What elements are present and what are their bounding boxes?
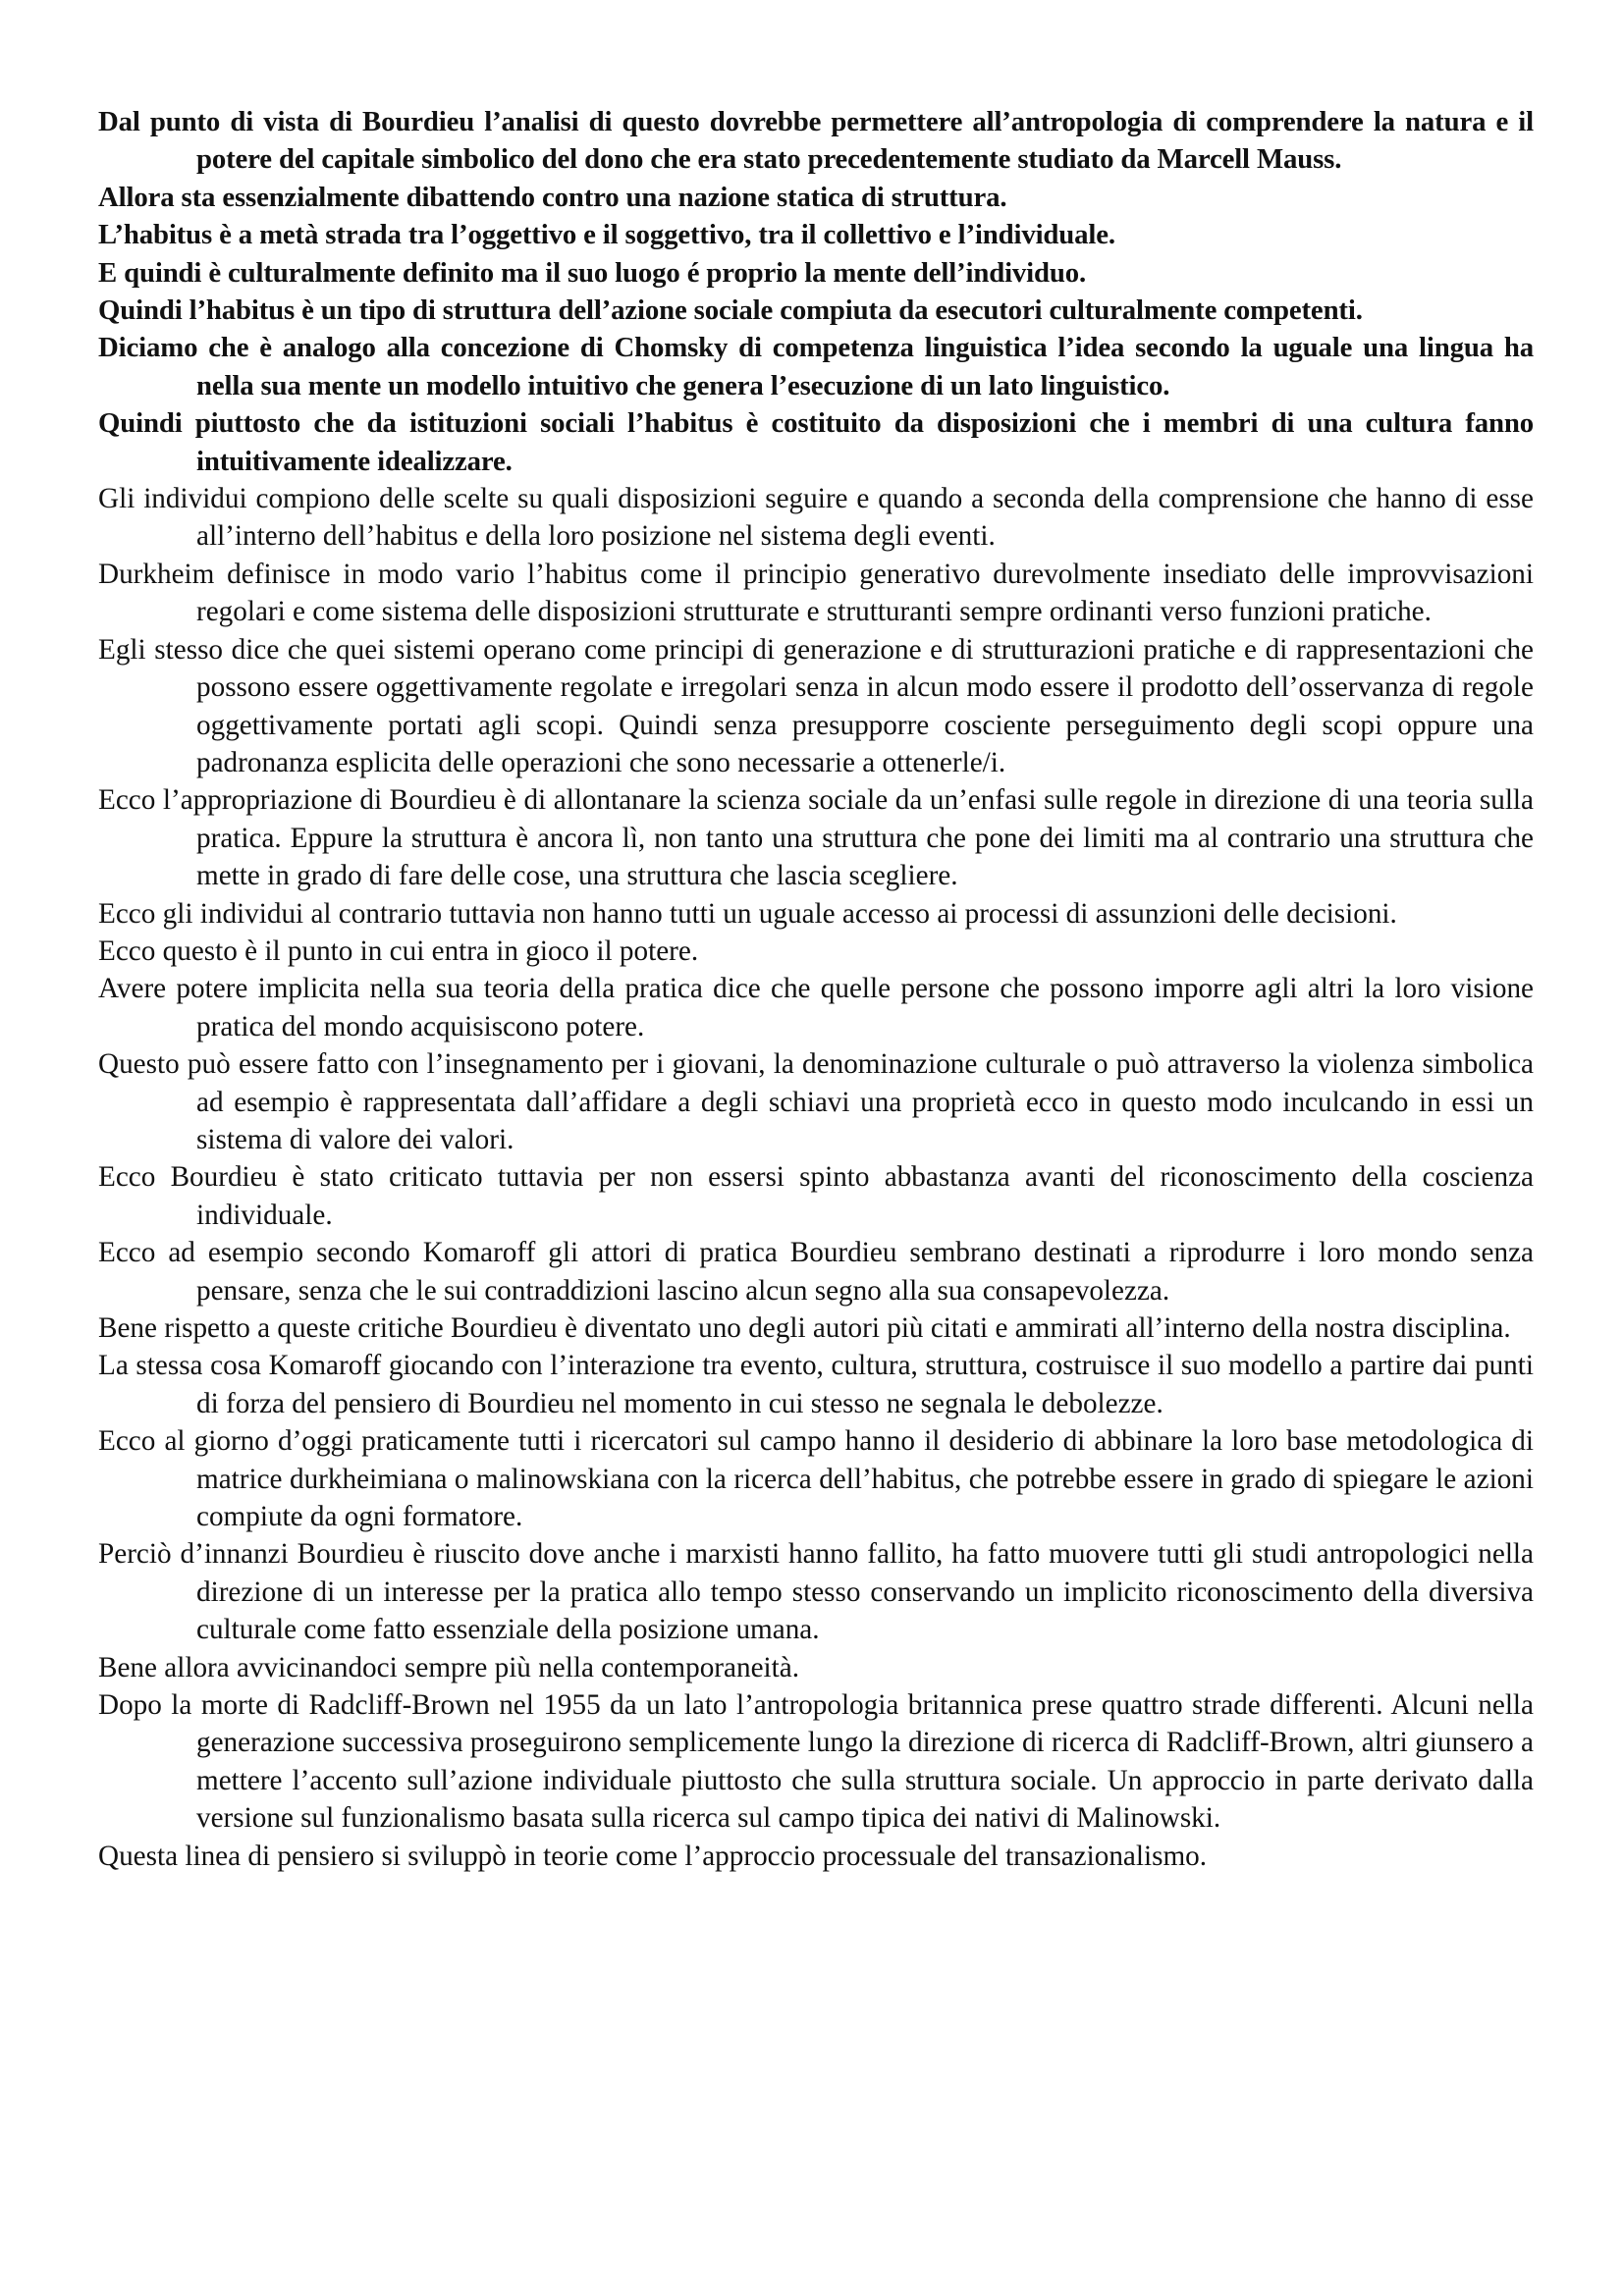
paragraph: Dopo la morte di Radcliff-Brown nel 1955 da un lato l’antropologia britannica prese quattro strade differenti. Alcuni nella generazione successiva proseguirono semplicemente lungo la direzione di ricerca di Radcliff-Brown, altri giunsero a mettere l’accento sull’azione individuale piuttosto che sulla struttura sociale. Un approccio in parte derivato dalla versione sul funzionalismo basata sulla ricerca sul campo tipica dei nativi di Malinowski. (98, 1689, 1534, 1835)
paragraph: Ecco l’appropriazione di Bourdieu è di allontanare la scienza sociale da un’enfasi sulle regole in direzione di una teoria sulla pratica. Eppure la struttura è ancora lì, non tanto una struttura che pone dei limiti ma al contrario una struttura che mette in grado di fare delle cose, una struttura che lascia scegliere. (98, 784, 1534, 892)
paragraph: Allora sta essenzialmente dibattendo contro una nazione statica di struttura. (98, 181, 1007, 213)
paragraph: Avere potere implicita nella sua teoria della pratica dice che quelle persone che possono imporre agli altri la loro visione pratica del mondo acquisiscono potere. (98, 973, 1534, 1042)
paragraph: Egli stesso dice che quei sistemi operano come principi di generazione e di strutturazioni pratiche e di rappresentazioni che possono essere oggettivamente regolate e irregolari senza in alcun modo essere il prodotto dell’osservanza di regole oggettivamente portati agli scopi. Quindi senza presupporre cosciente perseguimento degli scopi oppure una padronanza esplicita delle operazioni che sono necessarie a ottenerle/i. (98, 633, 1534, 778)
paragraph: Bene allora avvicinandoci sempre più nella contemporaneità. (98, 1651, 799, 1683)
paragraph: Ecco questo è il punto in cui entra in gioco il potere. (98, 934, 699, 967)
paragraph: Perciò d’innanzi Bourdieu è riuscito dove anche i marxisti hanno fallito, ha fatto muovere tutti gli studi antropologici nella direzione di un interesse per la pratica allo tempo stesso conservando un implicito riconoscimento della diversiva culturale come fatto essenziale della posizione umana. (98, 1538, 1534, 1646)
paragraph: Ecco al giorno d’oggi praticamente tutti i ricercatori sul campo hanno il desiderio di abbinare la loro base metodologica di matrice durkheimiana o malinowskiana con la ricerca dell’habitus, che potrebbe essere in grado di spiegare le azioni compiute da ogni formatore. (98, 1425, 1534, 1533)
document-body (98, 103, 1534, 1875)
paragraph: Quindi l’habitus è un tipo di struttura dell’azione sociale compiuta da esecutori culturalmente competenti. (98, 294, 1363, 327)
paragraph: Bene rispetto a queste critiche Bourdieu è diventato uno degli autori più citati e ammirati all’interno della nostra disciplina. (98, 1312, 1511, 1344)
paragraph: Gli individui compiono delle scelte su quali disposizioni seguire e quando a seconda della comprensione che hanno di esse all’interno dell’habitus e della loro posizione nel sistema degli eventi. (98, 483, 1534, 553)
paragraph: L’habitus è a metà strada tra l’oggettivo e il soggettivo, tra il collettivo e l’individuale. (98, 219, 1115, 251)
paragraph: Quindi piuttosto che da istituzioni sociali l’habitus è costituito da disposizioni che i membri di una cultura fanno intuitivamente idealizzare. (98, 407, 1534, 477)
paragraph: E quindi è culturalmente definito ma il suo luogo é proprio la mente dell’individuo. (98, 256, 1087, 289)
paragraph: Questa linea di pensiero si sviluppò in teorie come l’approccio processuale del transazionalismo. (98, 1840, 1208, 1872)
paragraph: Questo può essere fatto con l’insegnamento per i giovani, la denominazione culturale o può attraverso la violenza simbolica ad esempio è rappresentata dall’affidare a degli schiavi una proprietà ecco in questo modo inculcando in essi un sistema di valore dei valori. (98, 1048, 1534, 1155)
paragraph: Ecco gli individui al contrario tuttavia non hanno tutti un uguale accesso ai processi di assunzioni delle decisioni. (98, 897, 1397, 930)
paragraph: Dal punto di vista di Bourdieu l’analisi di questo dovrebbe permettere all’antropologia di comprendere la natura e il potere del capitale simbolico del dono che era stato precedentemente studiato da Marcell Mauss. (98, 106, 1534, 176)
paragraph: Ecco ad esempio secondo Komaroff gli attori di pratica Bourdieu sembrano destinati a riprodurre i loro mondo senza pensare, senza che le sui contraddizioni lascino alcun segno alla sua consapevolezza. (98, 1237, 1534, 1307)
paragraph: Diciamo che è analogo alla concezione di Chomsky di competenza linguistica l’idea secondo la uguale una lingua ha nella sua mente un modello intuitivo che genera l’esecuzione di un lato linguistico. (98, 332, 1534, 401)
paragraph: La stessa cosa Komaroff giocando con l’interazione tra evento, cultura, struttura, costruisce il suo modello a partire dai punti di forza del pensiero di Bourdieu nel momento in cui stesso ne segnala le debolezze. (98, 1350, 1534, 1419)
paragraph: Ecco Bourdieu è stato criticato tuttavia per non essersi spinto abbastanza avanti del riconoscimento della coscienza individuale. (98, 1161, 1534, 1231)
paragraph: Durkheim definisce in modo vario l’habitus come il principio generativo durevolmente insediato delle improvvisazioni regolari e come sistema delle disposizioni strutturate e strutturanti sempre ordinanti verso funzioni pratiche. (98, 558, 1534, 628)
